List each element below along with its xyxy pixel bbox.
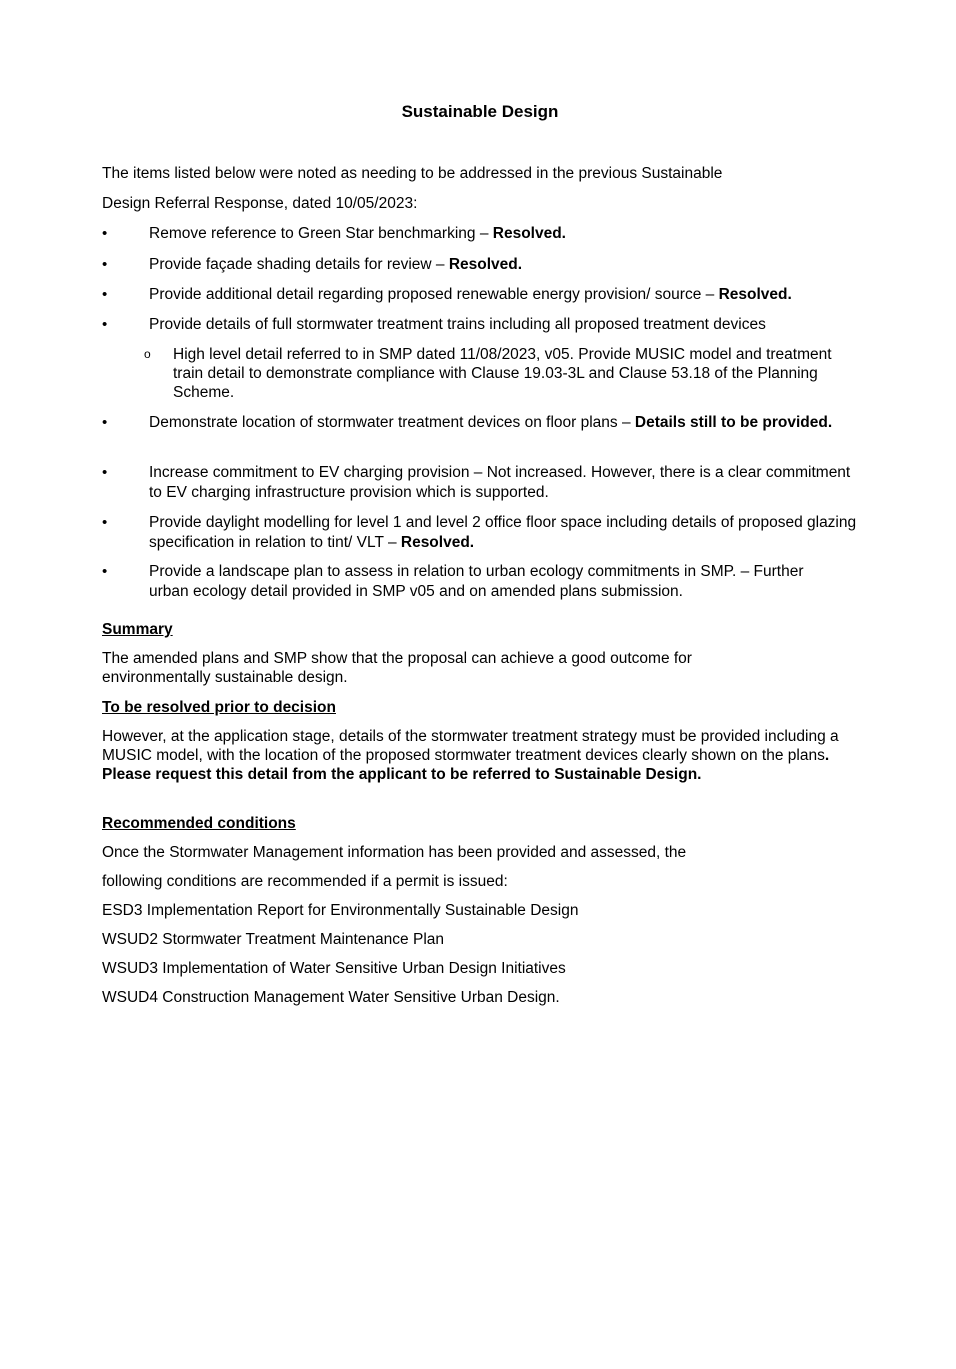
conditions-line-1: Once the Stormwater Management information has been provided and assessed, the xyxy=(102,844,687,861)
list-item-body: Provide a landscape plan to assess in relation to urban ecology commitments in SMP. – Further urban ecology detail provided in SMP v05 and on amended plans submission. xyxy=(149,563,804,600)
list-item-text xyxy=(149,224,862,244)
bullet-icon: • xyxy=(102,464,108,481)
list-item-body: Provide additional detail regarding proposed renewable energy provision/ source – xyxy=(149,286,719,303)
list-item-body: Provide daylight modelling for level 1 and level 2 office floor space including details of proposed glazing specification in relation to tint/ VLT – xyxy=(149,514,857,551)
resolve-request: . Please request this detail from the applicant to be referred to Sustainable Design. xyxy=(102,747,830,783)
bullet-icon: • xyxy=(102,414,108,431)
list-item-body: Provide details of full stormwater treatment trains including all proposed treatment devices xyxy=(149,316,766,333)
bullet-icon: • xyxy=(102,316,108,333)
bullet-icon: • xyxy=(102,286,108,303)
list-item-status: Resolved. xyxy=(718,286,792,303)
list-item-status: Details still to be provided. xyxy=(634,414,833,431)
condition-item: WSUD3 Implementation of Water Sensitive Urban Design Initiatives xyxy=(102,960,566,977)
resolve-heading: To be resolved prior to decision xyxy=(102,699,336,716)
list-item-status: Resolved. xyxy=(400,533,475,551)
list-item-body: Demonstrate location of stormwater treatment devices on floor plans – xyxy=(149,414,635,431)
resolve-body: However, at the application stage, details of the stormwater treatment strategy must be provided including a MUSIC model, with the location of the proposed stormwater treatment devices clearly shown on the plans xyxy=(102,728,839,764)
list-item-text xyxy=(149,315,862,335)
list-item-body: Provide façade shading details for review – xyxy=(149,256,449,273)
intro-line-2: Design Referral Response, dated 10/05/2023: xyxy=(102,195,418,212)
page-title: Sustainable Design xyxy=(401,102,559,121)
list-item-text xyxy=(149,562,819,601)
condition-item: WSUD4 Construction Management Water Sensitive Urban Design. xyxy=(102,989,560,1006)
list-item-text xyxy=(149,513,869,552)
bullet-icon: • xyxy=(102,514,108,531)
bullet-icon: • xyxy=(102,563,108,580)
bullet-icon: • xyxy=(102,225,108,242)
list-item-text xyxy=(149,463,862,502)
summary-heading: Summary xyxy=(102,621,173,638)
resolve-text xyxy=(102,727,852,784)
condition-item: WSUD2 Stormwater Treatment Maintenance Plan xyxy=(102,931,444,948)
sub-list-item-text: High level detail referred to in SMP dated 11/08/2023, v05. Provide MUSIC model and treatment train detail to demonstrate compliance with Clause 19.03-3L and Clause 53.18 of the Planning Scheme. xyxy=(173,346,832,401)
summary-text: The amended plans and SMP show that the proposal can achieve a good outcome for environmentally sustainable design. xyxy=(102,650,692,686)
list-item-status: Resolved. xyxy=(448,256,523,273)
list-item-body: Remove reference to Green Star benchmarking – xyxy=(149,225,493,242)
bullet-icon: • xyxy=(102,256,108,273)
list-item-text xyxy=(149,413,862,433)
list-item-text xyxy=(149,255,862,275)
condition-item: ESD3 Implementation Report for Environmentally Sustainable Design xyxy=(102,902,579,919)
conditions-heading: Recommended conditions xyxy=(102,815,296,832)
conditions-line-2: following conditions are recommended if a permit is issued: xyxy=(102,873,508,890)
sub-bullet-icon: o xyxy=(144,347,151,361)
list-item-status: Resolved. xyxy=(492,225,566,242)
list-item-text xyxy=(149,285,889,305)
list-item-body: Increase commitment to EV charging provision – Not increased. However, there is a clear commitment to EV charging infrastructure provision which is supported. xyxy=(149,464,851,501)
intro-line-1: The items listed below were noted as needing to be addressed in the previous Sustainable xyxy=(102,165,723,182)
